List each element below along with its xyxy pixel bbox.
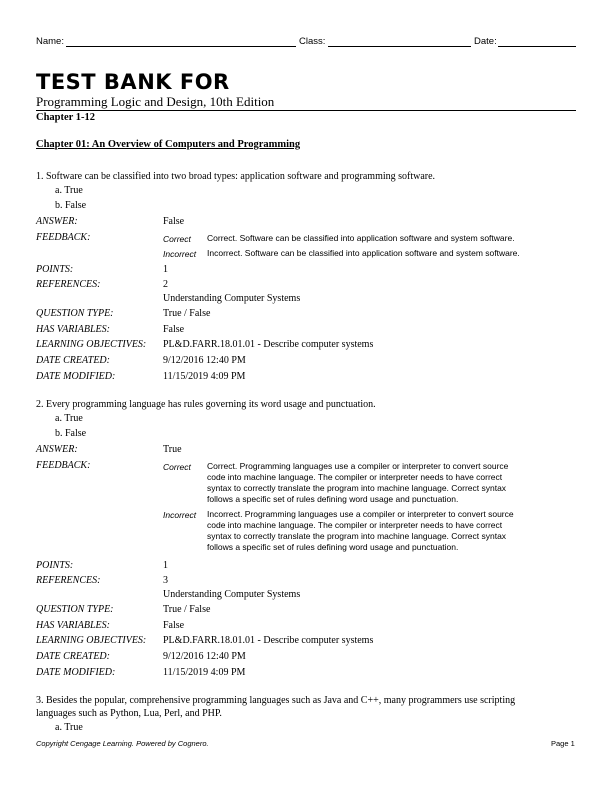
chapters-range: Chapter 1-12 xyxy=(36,112,96,123)
reference-number: 2 xyxy=(163,279,168,290)
question-type-value: True / False xyxy=(163,308,211,319)
learning-objectives-value: PL&D.FARR.18.01.01 - Describe computer systems xyxy=(163,635,374,646)
book-subtitle: Programming Logic and Design, 10th Edition xyxy=(36,94,275,109)
points-value: 1 xyxy=(163,560,168,571)
answer-label: ANSWER: xyxy=(36,216,78,227)
date-created-label: DATE CREATED: xyxy=(36,651,110,662)
date-modified-value: 11/15/2019 4:09 PM xyxy=(163,371,246,382)
option-a: a. True xyxy=(55,185,83,196)
date-created-value: 9/12/2016 12:40 PM xyxy=(163,651,246,662)
answer-value: True xyxy=(163,444,182,455)
date-created-label: DATE CREATED: xyxy=(36,355,110,366)
feedback-label: FEEDBACK: xyxy=(36,232,91,243)
has-variables-value: False xyxy=(163,324,185,335)
points-label: POINTS: xyxy=(36,264,74,275)
page-number: Page 1 xyxy=(551,739,575,748)
question-type-label: QUESTION TYPE: xyxy=(36,604,114,615)
title-divider xyxy=(36,110,576,111)
option-b: b. False xyxy=(55,200,87,211)
date-created-value: 9/12/2016 12:40 PM xyxy=(163,355,246,366)
points-label: POINTS: xyxy=(36,560,74,571)
question-type-value: True / False xyxy=(163,604,211,615)
name-label: Name: xyxy=(36,36,64,47)
references-label: REFERENCES: xyxy=(36,575,101,586)
question-text: 2. Every programming language has rules governing its word usage and punctuation. xyxy=(36,399,376,410)
reference-title: Understanding Computer Systems xyxy=(163,293,301,304)
feedback-incorrect-text: Incorrect. Software can be classified into application software and system software. xyxy=(207,248,520,258)
feedback-correct-tag: Correct xyxy=(163,462,191,472)
feedback-label: FEEDBACK: xyxy=(36,460,91,471)
copyright-footer: Copyright Cengage Learning. Powered by Cognero. xyxy=(36,739,209,748)
has-variables-label: HAS VARIABLES: xyxy=(36,324,110,335)
page-title: TEST BANK FOR xyxy=(36,70,230,94)
question-text: 1. Software can be classified into two broad types: application software and programming software. xyxy=(36,171,436,182)
feedback-correct-tag: Correct xyxy=(163,234,191,244)
option-b: b. False xyxy=(55,428,87,439)
answer-value: False xyxy=(163,216,185,227)
feedback-incorrect-tag: Incorrect xyxy=(163,249,197,259)
date-modified-label: DATE MODIFIED: xyxy=(36,371,116,382)
references-label: REFERENCES: xyxy=(36,279,101,290)
learning-objectives-value: PL&D.FARR.18.01.01 - Describe computer systems xyxy=(163,339,374,350)
name-field[interactable] xyxy=(66,46,296,47)
answer-label: ANSWER: xyxy=(36,444,78,455)
class-label: Class: xyxy=(299,36,326,47)
has-variables-label: HAS VARIABLES: xyxy=(36,620,110,631)
learning-objectives-label: LEARNING OBJECTIVES: xyxy=(36,339,147,350)
feedback-correct-text: Correct. Software can be classified into application software and system software. xyxy=(207,233,515,243)
has-variables-value: False xyxy=(163,620,185,631)
question-text-line-1: 3. Besides the popular, comprehensive programming languages such as Java and C++, many programmers use scripting xyxy=(36,695,516,706)
question-text-line-2: languages such as Python, Lua, Perl, and PHP. xyxy=(36,708,222,719)
points-value: 1 xyxy=(163,264,168,275)
reference-title: Understanding Computer Systems xyxy=(163,589,301,600)
date-field[interactable] xyxy=(498,46,576,47)
feedback-incorrect-text: Incorrect. Programming languages use a compiler or interpreter to convert source code into machine language. The compiler or interpreter needs to have correct syntax to correctly translate the program into machine language. Correct syntax follows a specific set of rules defining word usage and punctuation. xyxy=(207,509,514,552)
date-modified-label: DATE MODIFIED: xyxy=(36,667,116,678)
reference-number: 3 xyxy=(163,575,168,586)
question-type-label: QUESTION TYPE: xyxy=(36,308,114,319)
chapter-heading: Chapter 01: An Overview of Computers and Programming xyxy=(36,139,301,150)
learning-objectives-label: LEARNING OBJECTIVES: xyxy=(36,635,147,646)
date-label: Date: xyxy=(474,36,497,47)
feedback-incorrect-tag: Incorrect xyxy=(163,510,197,520)
feedback-correct-text: Correct. Programming languages use a compiler or interpreter to convert source code into machine language. The compiler or interpreter needs to have correct syntax to correctly translate the program into machine language. Correct syntax follows a specific set of rules defining word usage and punctuation. xyxy=(207,461,509,504)
option-a: a. True xyxy=(55,722,83,733)
date-modified-value: 11/15/2019 4:09 PM xyxy=(163,667,246,678)
class-field[interactable] xyxy=(328,46,471,47)
option-a: a. True xyxy=(55,413,83,424)
